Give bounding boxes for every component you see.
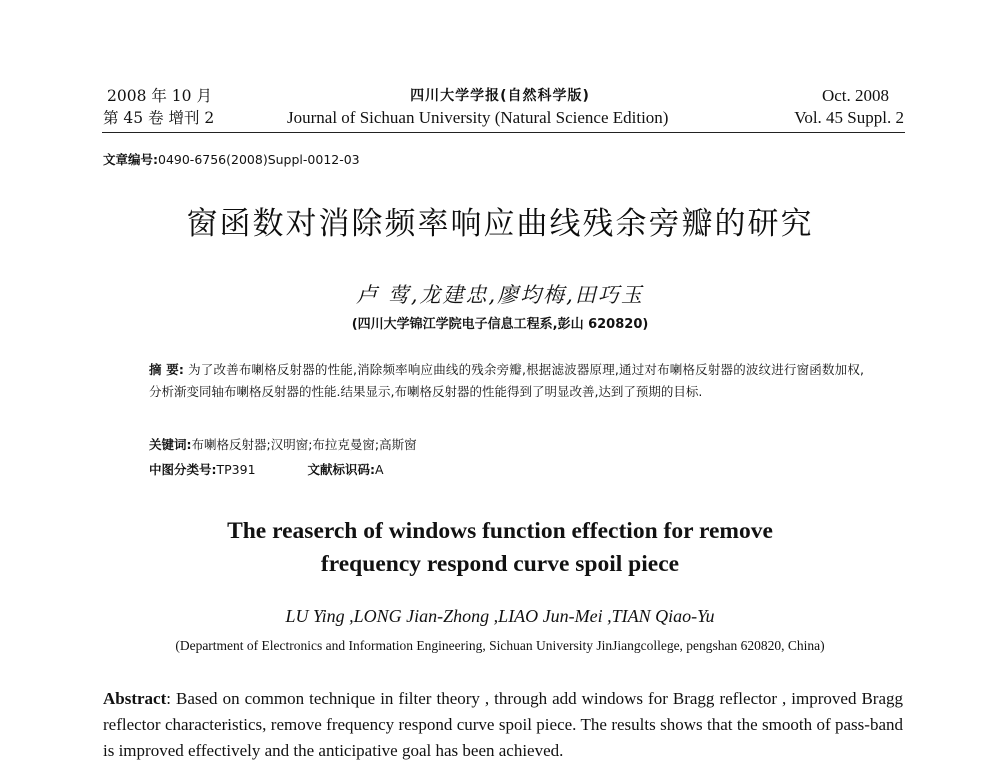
header-journal-en: Journal of Sichuan University (Natural Science Edition) [287,108,669,127]
article-number [103,150,360,168]
abstract-en [103,686,903,764]
header-journal-cn: 四川大学学报(自然科学版) [410,88,590,104]
header-date-en: Oct. 2008 [821,86,889,105]
abstract-en-separator: : [166,689,177,708]
classification-line [149,460,864,478]
header-date-cn: 2008 年 10 月 [107,87,212,105]
abstract-en-text: Based on common technique in filter theory , through add windows for Bragg reflector , improved Bragg reflector characteristics, remove frequency respond curve spoil piece. The results shows that the smooth of pass-band is improved effectively and the anticipative goal has been achieved. [103,689,903,760]
clc-label: 中图分类号: [149,462,217,477]
doc-code-label: 文献标识码: [307,462,376,477]
title-en-line2: frequency respond curve spoil piece [320,551,680,577]
keywords-cn-label: 关键词: [149,437,192,452]
affiliation-en: (Department of Electronics and Information Engineering, Sichuan University JinJiangcollege, pengshan 620820, China) [175,638,825,653]
header-volume-en: Vol. 45 Suppl. 2 [794,108,904,127]
article-number-label: 文章编号: [103,152,158,167]
authors-en: LU Ying ,LONG Jian-Zhong ,LIAO Jun-Mei ,TIAN Qiao-Yu [285,606,715,626]
doc-code-value: A [375,462,384,477]
abstract-cn-label: 摘 要: [149,362,184,377]
keywords-cn-text: 布喇格反射器;汉明窗;布拉克曼窗;高斯窗 [191,437,417,452]
title-en [0,515,1000,581]
keywords-cn [149,435,864,453]
abstract-cn-text: 为了改善布喇格反射器的性能,消除频率响应曲线的残余旁瓣,根据滤波器原理,通过对布喇格反射器的波纹进行窗函数加权,分析渐变同轴布喇格反射器的性能.结果显示,布喇格反射器的性能得到了明显改善,达到了预期的目标. [149,362,864,399]
header-volume-cn: 第 45 卷 增刊 2 [103,109,215,127]
abstract-en-label: Abstract [103,689,167,708]
clc-value: TP391 [216,462,256,477]
title-en-line1: The reaserch of windows function effection for remove [227,518,773,544]
title-cn: 窗函数对消除频率响应曲线残余旁瓣的研究 [186,206,814,242]
header-rule [102,132,905,133]
authors-cn: 卢 莺,龙建忠,廖均梅,田巧玉 [356,283,644,307]
article-number-value: 0490-6756(2008)Suppl-0012-03 [158,152,360,167]
abstract-cn [149,359,864,403]
affiliation-cn: (四川大学锦江学院电子信息工程系,彭山 620820) [351,317,649,332]
